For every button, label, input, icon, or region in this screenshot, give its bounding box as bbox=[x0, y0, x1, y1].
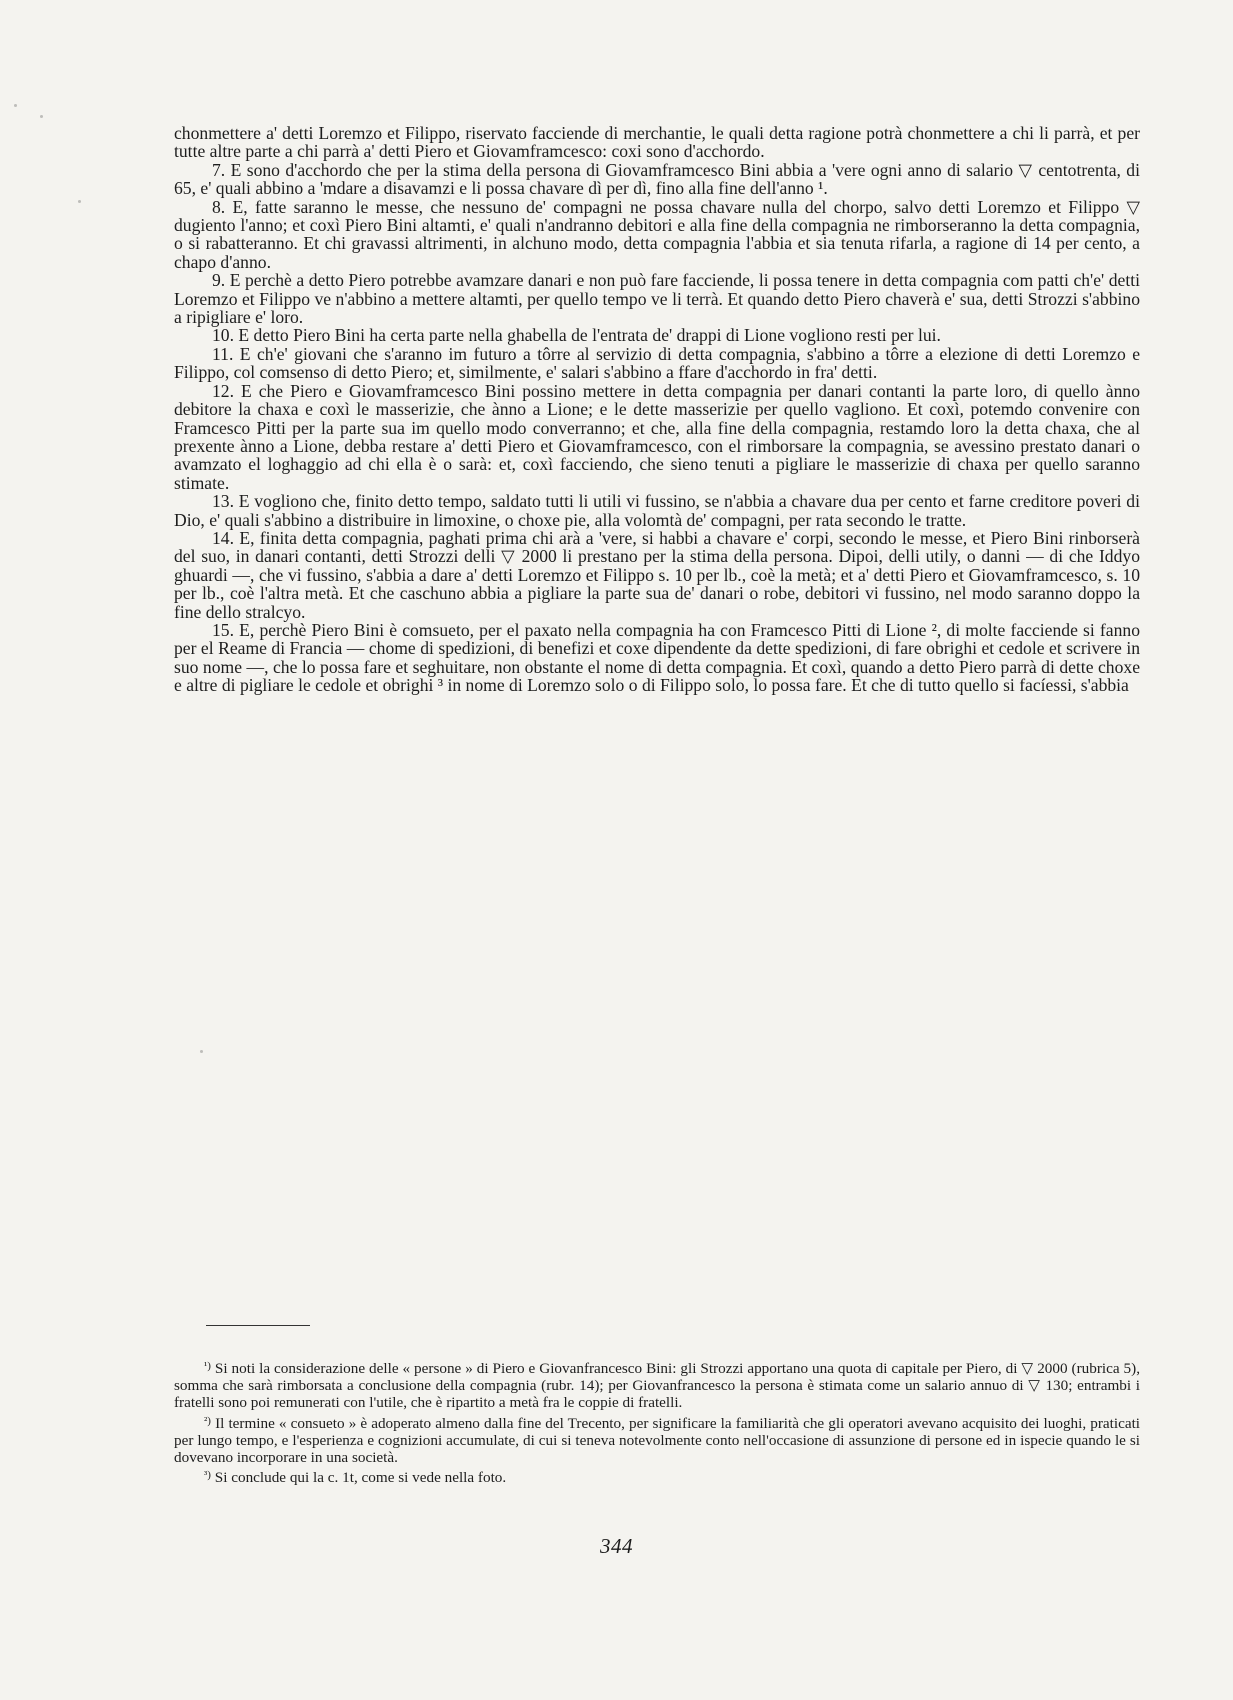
paper-speck bbox=[78, 200, 81, 203]
footnote-text: Il termine « consueto » è adoperato almeno dalla fine del Trecento, per significare la familiarità che gli operatori avevano acquisito dei luoghi, praticati per lungo tempo, e l'esperienza e cognizioni accumulate, di cui si teneva notevolmente conto nell'occasione di assunzione di persone ed in ispecie quando le si dovevano incorporare in una società. bbox=[174, 1414, 1141, 1467]
paragraph-11: 11. E ch'e' giovani che s'aranno im futuro a tôrre al servizio di detta compagnia, s'abbino a tôrre a elezione di detti Loremzo e Filippo, col comsenso di detto Piero; et, similmente, e' salari s'abbino a ffare d'acchordo in fra' detti. bbox=[174, 343, 1140, 383]
paragraph-14: 14. E, finita detta compagnia, paghati prima chi arà a 'vere, si habbi a chavare e' corpi, secondo le messe, et Piero Bini rinborserà del suo, in danari contanti, detti Strozzi delli ▽ 2000 li prestano per la stima della persona. Dipoi, delli utily, o danni — di che Iddyo ghuardi —, che vi fussino, s'abbia a dare a' detti Loremzo et Filippo s. 10 per lb., coè la metà; et a' detti Piero et Giovamframcesco, s. 10 per lb., coè l'altra metà. Et che caschuno abbia a pigliare la parte sua de' danari o robe, debitori vi fussino, nel modo saranno doppo la fine dello stralcyo. bbox=[174, 527, 1140, 622]
footnote-mark: ¹) bbox=[204, 1360, 211, 1372]
paper-speck bbox=[200, 1050, 203, 1053]
paragraph-continued: chonmettere a' detti Loremzo et Filippo, riservato facciende di merchantie, le quali detta ragione potrà chonmettere a chi li parrà, et per tutte altre parte a chi parrà a' detti Piero et Giovamframcesco: coxi sono d'acchordo. bbox=[174, 123, 1140, 162]
paragraph-15: 15. E, perchè Piero Bini è comsueto, per el paxato nella compagnia ha con Framcesco Pitti di Lione ², di molte facciende si fanno per el Reame di Francia — chome di spedizioni, di benefizi et coxe dipendente da dette spedizioni, di fare obrighi et cedole et scrivere in suo nome —, che lo possa fare et seghuitare, non obstante el nome di detta compagnia. Et coxì, quando a detto Piero parrà di dette choxe e altre di pigliare le cedole et obrighi ³ in nome di Loremzo solo o di Filippo solo, lo possa fare. Et che di tutto quello si facíessi, s'abbia bbox=[174, 619, 1140, 696]
paragraph-7: 7. E sono d'acchordo che per la stima della persona di Giovamframcesco Bini abbia a 'vere ogni anno di salario ▽ centotrenta, di 65, e' quali abbino a 'mdare a disavamzi e li possa chavare dì per dì, fino alla fine dell'anno ¹. bbox=[174, 159, 1140, 199]
paragraph-8: 8. E, fatte saranno le messe, che nessuno de' compagni ne possa chavare nulla del chorpo, salvo detti Loremzo et Filippo ▽ dugiento l'anno; et coxì Piero Bini altamti, e' quali n'andranno debitori e alla fine della compagnia ne rimborseranno la detta compagnia, o si rabatteranno. Et chi gravassi altrimenti, in alchuno modo, detta compagnia l'abbia et sia tenuta rifarla, a ragione di 14 per cento, a chapo d'anno. bbox=[174, 196, 1140, 272]
paragraph-10: 10. E detto Piero Bini ha certa parte nella ghabella de l'entrata de' drappi di Lione vogliono resti per lui. bbox=[212, 325, 941, 346]
footnote-2 bbox=[174, 1413, 1140, 1467]
main-text bbox=[174, 124, 1140, 695]
footnote-1 bbox=[174, 1358, 1140, 1412]
footnote-mark: ³) bbox=[204, 1469, 211, 1482]
footnote-text: Si noti la considerazione delle « persone » di Piero e Giovanfrancesco Bini: gli Strozzi apportano una quota di capitale per Piero, di ▽ 2000 (rubrica 5), somma che sarà rimborsata a conclusione della compagnia (rubr. 14); per Giovanfrancesco la persona è stimata come un salario annuo di ▽ 130; entrambi i fratelli sono poi remunerati con l'utile, che è ripartito a metà fra le coppie di fratelli. bbox=[174, 1360, 1140, 1412]
footnote-divider bbox=[206, 1325, 310, 1326]
paragraph-12: 12. E che Piero e Giovamframcesco Bini possino mettere in detta compagnia per danari contanti la parte loro, di quello ànno debitore la chaxa e coxì le masserizie, che ànno a Lione; e le dette masserizie per quello vagliono. Et coxì, potemdo convenire con Framcesco Pitti per la parte sua im quello modo converranno; et che, alla fine della compagnia, restamdo loro la detta chaxa, che al prexente ànno a Lione, debba restare a' detti Piero et Giovamframcesco, con el rimborsare la compagnia, se avessino prestato danari o avamzato el loghaggio ad chi ella è o sarà: et, coxì facciendo, che sieno tenuti a pigliare le masserizie di chaxa per quello saranno stimate. bbox=[174, 380, 1140, 493]
paragraph-13: 13. E vogliono che, finito detto tempo, saldato tutti li utili vi fussino, se n'abbia a chavare dua per cento et farne creditore poveri di Dio, e' quali s'abbino a distribuire in limoxine, o choxe pie, alla volomtà de' compagni, per rata secondo le tratte. bbox=[174, 491, 1140, 530]
footnote-3 bbox=[174, 1467, 1140, 1486]
footnotes bbox=[174, 1358, 1140, 1487]
page-number: 344 bbox=[600, 1534, 633, 1558]
paper-speck bbox=[14, 104, 17, 107]
footnote-mark: ²) bbox=[204, 1414, 211, 1427]
footnote-text: Si conclude qui la c. 1t, come si vede nella foto. bbox=[214, 1469, 507, 1487]
paper-speck bbox=[40, 115, 43, 118]
paragraph-9: 9. E perchè a detto Piero potrebbe avamzare danari e non può fare facciende, li possa tenere in detta compagnia com patti ch'e' detti Loremzo et Filippo ve n'abbino a mettere altamti, per quello tempo ve li terrà. Et quando detto Piero chaverà e' sua, detti Strozzi s'abbino a ripigliare e' loro. bbox=[174, 270, 1140, 328]
